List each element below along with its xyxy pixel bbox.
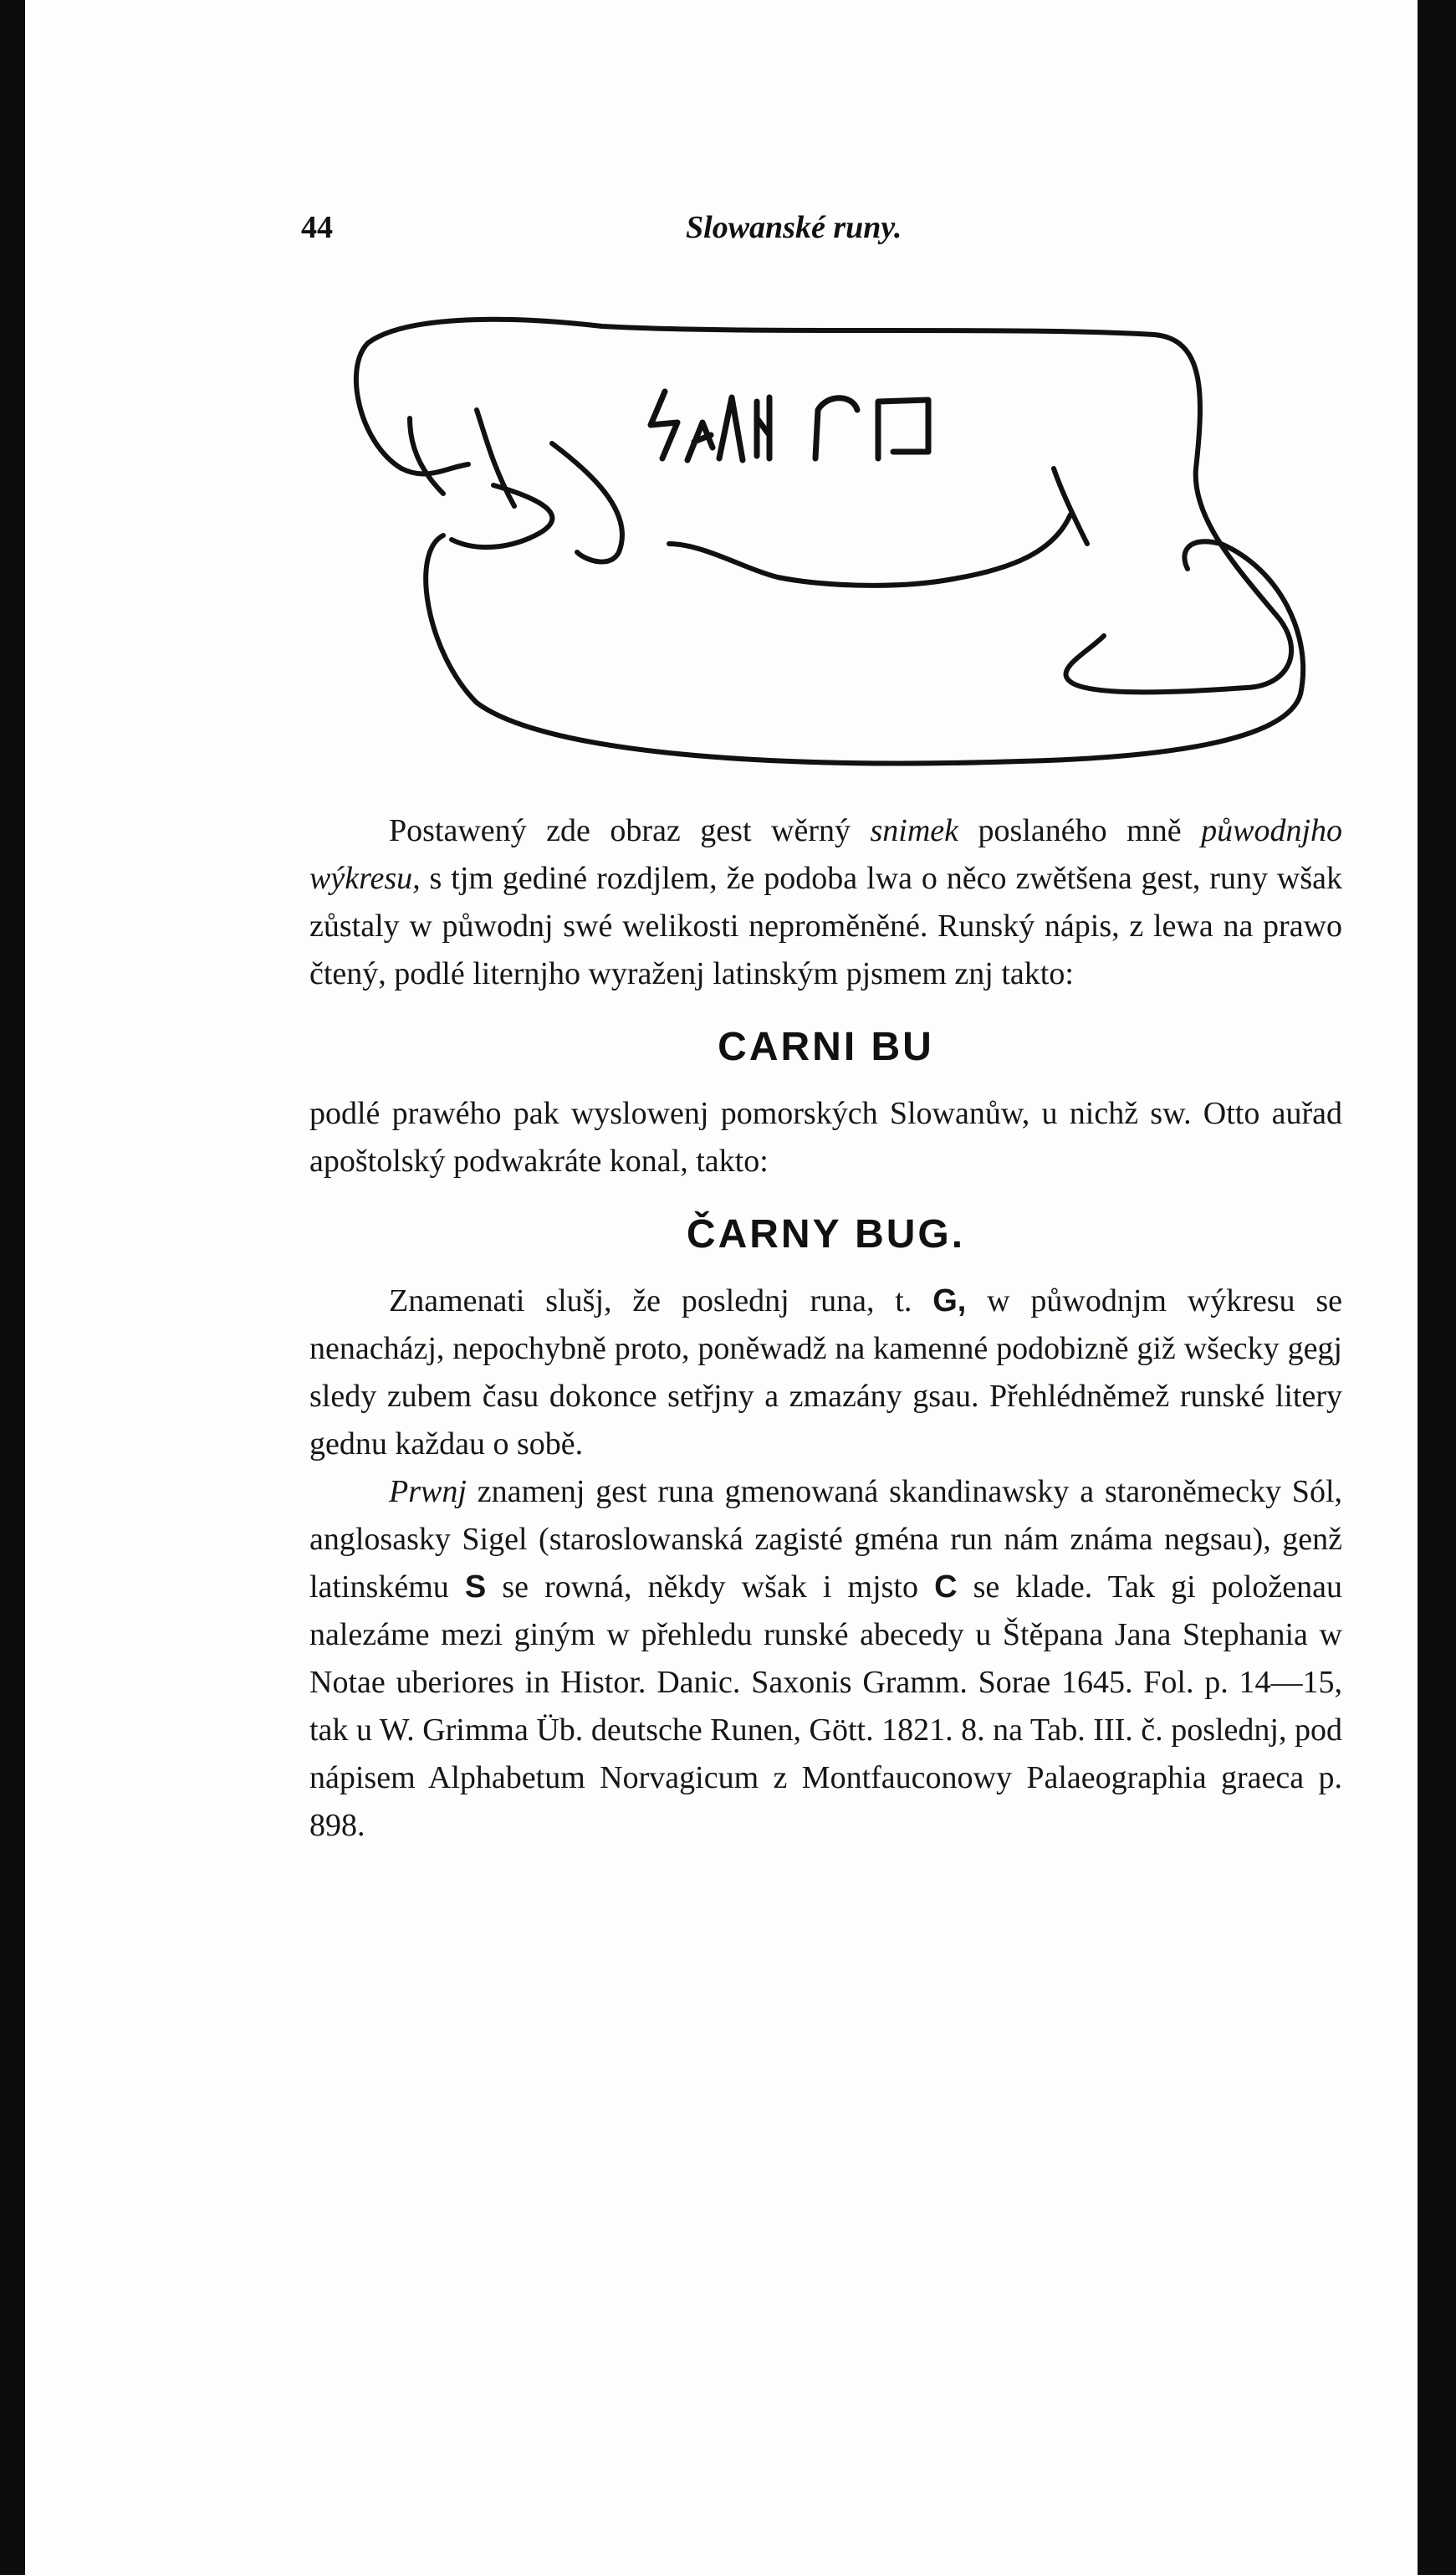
rune-u [878, 400, 928, 458]
page-number: 44 [301, 210, 333, 245]
p4-part-d: se klade. Tak gi položenau nalezáme mezi giným w přehledu runské abecedy u Štěpana Jana Stephania w Notae uberiores in Histor. Danic. Saxonis Gramm. Sorae 1645. Fol. p. 14—15, tak u W. Grimma Üb. deutsche Runen, Gött. 1821. 8. na Tab. III. č. poslednj, pod nápisem Alphabetum Norvagicum z Montfauconowy Palaeographia graeca p. 898. [309, 1569, 1342, 1843]
p1-emphasis-wykresu: půwodnjho wýkresu, [309, 813, 1342, 896]
lion-mane [410, 418, 443, 494]
paragraph-3 [309, 1277, 1342, 1468]
scan-right-border [1418, 0, 1456, 2575]
p4-emphasis-prwnj: Prwnj [389, 1474, 467, 1509]
rune-n2 [757, 397, 769, 458]
p3-part-a: Znamenati slušj, že poslednj runa, t. [389, 1283, 933, 1318]
heading-carni-bu: CARNI BU [718, 1025, 934, 1069]
p1-emphasis-snimek: snimek [870, 813, 959, 848]
heading-carny-bug: ČARNY BUG. [686, 1212, 966, 1257]
body-text [309, 807, 1342, 1850]
rune-a [687, 422, 713, 460]
running-title: Slowanské runy. [686, 210, 902, 245]
paragraph-4 [309, 1468, 1342, 1850]
scan-left-border [0, 0, 25, 2575]
p3-letter-g: G, [932, 1283, 967, 1318]
paragraph-2: podlé prawého pak wyslowenj pomorských Slowanůw, u nichž sw. Otto auřad apoštolský podwakráte konal, takto: [309, 1096, 1342, 1179]
p4-letter-c: C [934, 1569, 958, 1605]
paragraph-1 [309, 807, 1342, 998]
p4-letter-s: S [464, 1569, 487, 1605]
base-slab [426, 535, 1303, 763]
lion-paw [452, 485, 552, 547]
p1-part-b: poslaného mně [958, 813, 1202, 848]
p3-part-b: w půwodnjm wýkresu se nenacházj, nepochybně proto, poněwadž na kamenné podobizně giž wšecky gegj sledy zubem času dokonce setřjny a zmazány gsau. Přehlédněmež runské litery gednu každau o sobě. [309, 1283, 1342, 1462]
lion-chest [552, 443, 622, 562]
rune-s [651, 392, 677, 458]
p4-part-a: znamenj gest runa gmenowaná skandinawsky a staroněmecky Sól, anglosasky Sigel (staroslowanská zagisté gména run nám známa negsau), genž latinskému [309, 1474, 1342, 1605]
lion-foreleg [669, 514, 1070, 586]
rune-n1 [719, 397, 743, 460]
lion-drawing-icon [351, 301, 1355, 770]
page-header [301, 209, 1338, 259]
lion-head [356, 343, 468, 474]
p1-part-a: Postawený zde obraz gest wěrný [389, 813, 871, 848]
p1-part-c: s tjm gediné rozdjlem, že podoba lwa o něco zwětšena gest, runy wšak zůstaly w půwodnj swé welikosti neproměněné. Runský nápis, z lewa na prawo čtený, podlé liternjho wyraženj latinským pjsmem znj takto: [309, 861, 1342, 991]
rune-inscription [651, 392, 928, 460]
p4-part-b: se rowná, někdy wšak i mjsto [486, 1569, 935, 1605]
rune-b [815, 398, 857, 458]
lion-figure [351, 301, 1355, 770]
lion-body-outline [368, 320, 1291, 693]
